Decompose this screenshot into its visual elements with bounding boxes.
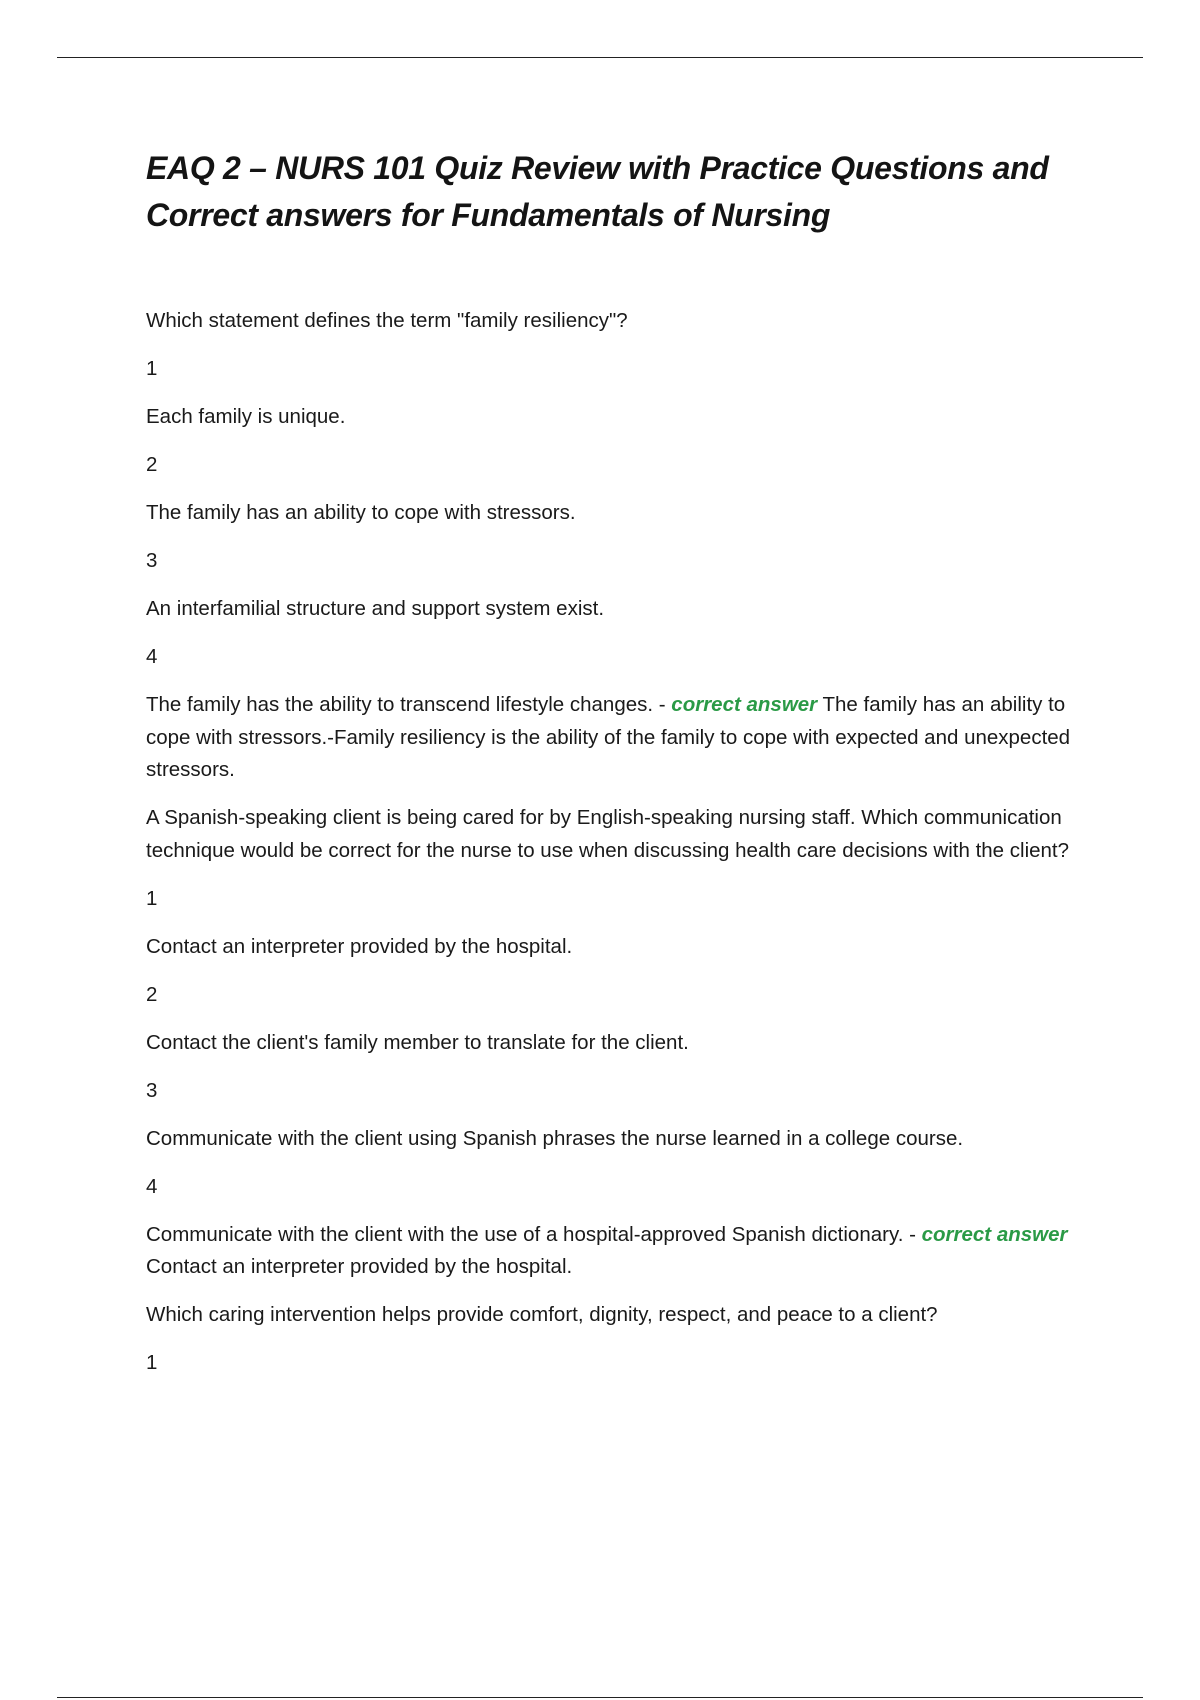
answer-text: The family has an ability to cope with stressors.-Family resiliency is the ability of the family to cope with expected and unexpected stressors. [146, 693, 1071, 781]
question-prompt: Which statement defines the term "family resiliency"? [146, 309, 628, 332]
option-number: 3 [146, 549, 158, 572]
option-text: Contact the client's family member to translate for the client. [146, 1030, 689, 1054]
correct-answer-label: correct answer [671, 693, 818, 716]
option-text: Contact an interpreter provided by the hospital. [146, 934, 573, 958]
option-number: 3 [146, 1078, 158, 1102]
option-number: 4 [146, 645, 158, 668]
option-number: 2 [146, 982, 158, 1006]
footer-rule [57, 1697, 1143, 1698]
document-page [146, 145, 1086, 1395]
option-number: 1 [146, 1351, 158, 1374]
option-text: The family has an ability to cope with stressors. [146, 501, 576, 524]
option-number: 4 [146, 1174, 158, 1198]
option-text: Communicate with the client with the use of a hospital-approved Spanish dictionary. [146, 1222, 904, 1246]
option-text: Each family is unique. [146, 405, 346, 428]
option-number: 2 [146, 453, 158, 476]
option-text: An interfamilial structure and support system exist. [146, 597, 605, 620]
answer-separator: - [903, 1222, 922, 1246]
correct-answer-label: correct answer [921, 1222, 1068, 1246]
option-text: The family has the ability to transcend lifestyle changes. [146, 693, 654, 716]
answer-paragraph [146, 1219, 1086, 1284]
question-prompt: A Spanish-speaking client is being cared for by English-speaking nursing staff. Which communication technique would be correct for the nurse to use when discussing health care decisions with the client? [146, 806, 1070, 862]
answer-paragraph [146, 689, 1086, 787]
answer-separator: - [653, 693, 672, 716]
answer-text: Contact an interpreter provided by the hospital. [146, 1255, 573, 1278]
option-text: Communicate with the client using Spanish phrases the nurse learned in a college course. [146, 1126, 964, 1150]
document-body [146, 305, 1086, 1380]
option-number: 1 [146, 886, 158, 910]
header-rule [57, 57, 1143, 58]
question-prompt: Which caring intervention helps provide comfort, dignity, respect, and peace to a client? [146, 1303, 938, 1326]
document-title: EAQ 2 – NURS 101 Quiz Review with Practice Questions and Correct answers for Fundamentals of Nursing [146, 150, 1049, 233]
option-number: 1 [146, 357, 158, 380]
